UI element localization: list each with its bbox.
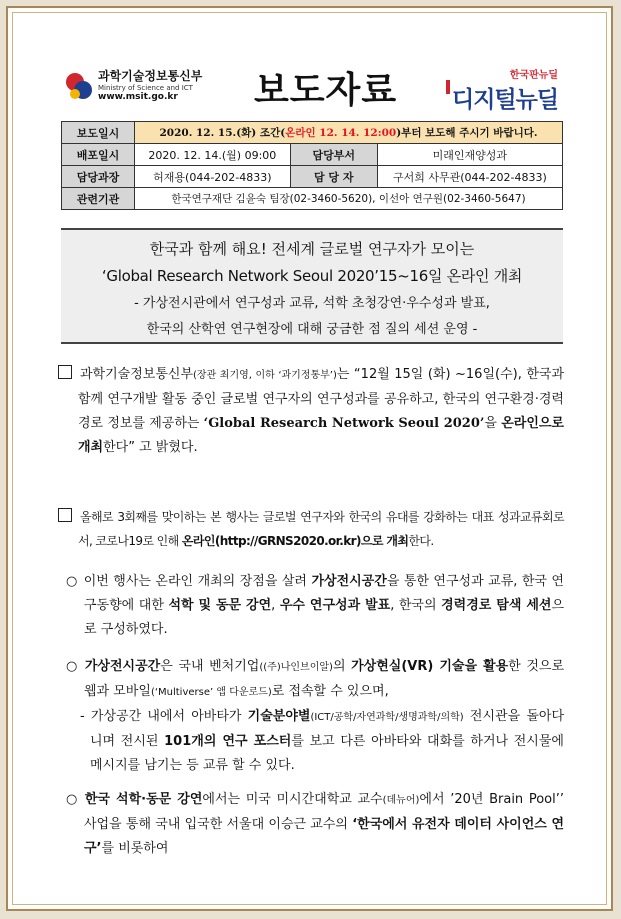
o3-text-3: 를 비롯하여	[101, 841, 169, 856]
ministry-name-kr: 과학기술정보통신부	[98, 69, 203, 83]
o3-tenure: (데뉴어)	[382, 795, 420, 806]
p2-text: 올해로 3회째를 맞이하는 본 행사는 글로벌 연구자와 한국의 유대를 강화하는 대표 성과교류회로서, 코로나19로 인해	[78, 510, 564, 548]
square-bullet-icon	[58, 365, 72, 379]
digital-logo-big: 디지털뉴딜	[452, 87, 559, 113]
o1-presentations: 우수 연구성과 발표	[279, 598, 391, 613]
distribute-value: 2020. 12. 14.(월) 09:00	[135, 144, 291, 166]
circle-bullet-icon: ○	[66, 574, 78, 589]
o2-text-3: 한 것으로 웹과 모바일	[84, 659, 564, 699]
dept-label: 담당부서	[290, 144, 377, 166]
o3-text: 에서는 미국 미시간대학교 교수	[202, 792, 383, 807]
circle-bullet-icon: ○	[66, 792, 79, 807]
release-label: 보도일시	[62, 122, 135, 144]
release-pre: 2020. 12. 15.(화) 조간(	[159, 127, 286, 139]
o2-app: (‘Multiverse’ 앱 다운로드)	[150, 687, 272, 698]
release-value	[135, 122, 563, 144]
paragraph-2	[58, 505, 564, 553]
p1-text-2: 을	[484, 416, 502, 431]
agency-label: 관련기관	[62, 188, 135, 210]
headline-line-1: 한국과 함께 해요! 전세계 글로벌 연구자가 모이는	[149, 240, 475, 258]
o3-lectures: 한국 석학·동문 강연	[84, 792, 203, 807]
digital-logo-small: 한국판뉴딜	[509, 70, 559, 81]
p1-aside: (장관 최기영, 이하 ‘과기정통부’)	[193, 370, 337, 381]
digital-new-deal-logo	[452, 66, 558, 114]
o1-text-2: 을 통한 연구성과 교류, 한국 연구동향에 대한	[84, 574, 564, 613]
logo-bar-icon	[446, 80, 450, 94]
o1-text-3: , 한국의	[390, 598, 442, 613]
d1-text: - 가상공간 내에서 아바타가	[80, 709, 248, 724]
manager-value: 허재용(044-202-4833)	[135, 166, 291, 188]
p1-event-name: ‘Global Research Network Seoul 2020’	[203, 416, 485, 431]
ministry-logo	[66, 70, 202, 102]
o3-lecture-title: ‘한국에서 유전자 데이터 사이언스 연구’	[84, 817, 564, 856]
p1-subject: 과학기술정보통신부	[80, 367, 194, 382]
distribute-label: 배포일시	[62, 144, 135, 166]
d1-text-2: 전시관을 돌아다니며 전시된	[90, 709, 564, 749]
ministry-url: www.msit.go.kr	[98, 91, 178, 102]
release-info-table	[61, 121, 563, 210]
staff-label: 담 당 자	[290, 166, 377, 188]
staff-value: 구서희 사무관(044-202-4833)	[377, 166, 562, 188]
o1-comma: ,	[271, 598, 280, 613]
dept-value: 미래인재양성과	[377, 144, 562, 166]
ministry-emblem-icon	[66, 73, 92, 99]
o2-virtual-space: 가상전시공간	[84, 659, 161, 674]
p1-text: 는 “12월 15일 (화) ~16일(수), 한국과 함께 연구개발 활동 중인 글로벌 연구자의 연구성과를 공유하고, 한국의 연구환경·경력경로 정보를 제공하는	[78, 367, 565, 431]
paragraph-1	[58, 363, 564, 460]
headline-line-4: 한국의 산학연 연구현장에 대해 궁금한 점 질의 세션 운영 -	[146, 322, 478, 337]
distribute-row	[62, 144, 563, 166]
manager-label: 담당과장	[62, 166, 135, 188]
o1-lectures: 석학 및 동문 강연	[168, 598, 272, 613]
bullet-item-1	[66, 570, 564, 642]
o2-company: ((주)나인브이알)	[259, 662, 333, 673]
o2-text-2: 의	[332, 659, 352, 674]
d1-text-3: 를 보고 다른 아바타와 대화를 하거나 전시물에 메시지를 남기는 등 교류 할 수 있다.	[90, 734, 564, 773]
o3-text-2: 에서 ’20년 Brain Pool’’ 사업을 통해 국내 입국한 서울대 이승근 교수의	[84, 792, 564, 832]
circle-bullet-icon: ○	[66, 659, 79, 674]
bullet-item-2	[66, 655, 564, 705]
square-bullet-icon	[58, 508, 72, 522]
o1-career-session: 경력경로 탐색 세션	[441, 598, 552, 613]
headline-line-3: - 가상전시관에서 연구성과 교류, 석학 초청강연·우수성과 발표,	[134, 296, 490, 311]
p1-text-3: 한다” 고 밝혔다.	[103, 440, 198, 455]
p1-online: 온라인으로 개최	[78, 416, 564, 455]
release-embargo-time: 온라인 12. 14. 12:00	[285, 127, 397, 139]
d1-field-list: (ICT/공학/자연과학/생명과학/의학)	[310, 712, 464, 723]
ministry-name-en: Ministry of Science and ICT	[98, 83, 193, 92]
o1-virtual-space: 가상전시공간	[311, 574, 387, 589]
agency-row	[62, 188, 563, 210]
d1-posters: 101개의 연구 포스터	[164, 734, 292, 749]
o1-text: 이번 행사는 온라인 개최의 장점을 살려	[83, 574, 312, 589]
dash-item-1	[80, 705, 564, 778]
d1-fields: 기술분야별	[247, 709, 311, 724]
p2-text-2: 한다.	[408, 534, 434, 548]
o2-text: 은 국내 벤처기업	[160, 659, 260, 674]
document-title: 보도자료	[254, 70, 398, 111]
bullet-item-3	[66, 788, 564, 861]
headline-line-2: ‘Global Research Network Seoul 2020’15~16일 온라인 개최	[101, 267, 523, 285]
manager-row	[62, 166, 563, 188]
o2-vr-tech: 가상현실(VR) 기술을 활용	[351, 659, 509, 674]
o2-text-4: 로 접속할 수 있으며,	[271, 684, 389, 699]
p2-online-url: 온라인(http://GRNS2020.or.kr)으로 개최	[181, 534, 409, 548]
o1-text-4: 으로 구성하였다.	[84, 598, 564, 637]
headline-box	[61, 228, 563, 344]
agency-value: 한국연구재단 김윤숙 팀장(02-3460-5620), 이선아 연구원(02-3460-5647)	[135, 188, 563, 210]
release-row	[62, 122, 563, 144]
release-post: )부터 보도해 주시기 바랍니다.	[396, 127, 538, 139]
